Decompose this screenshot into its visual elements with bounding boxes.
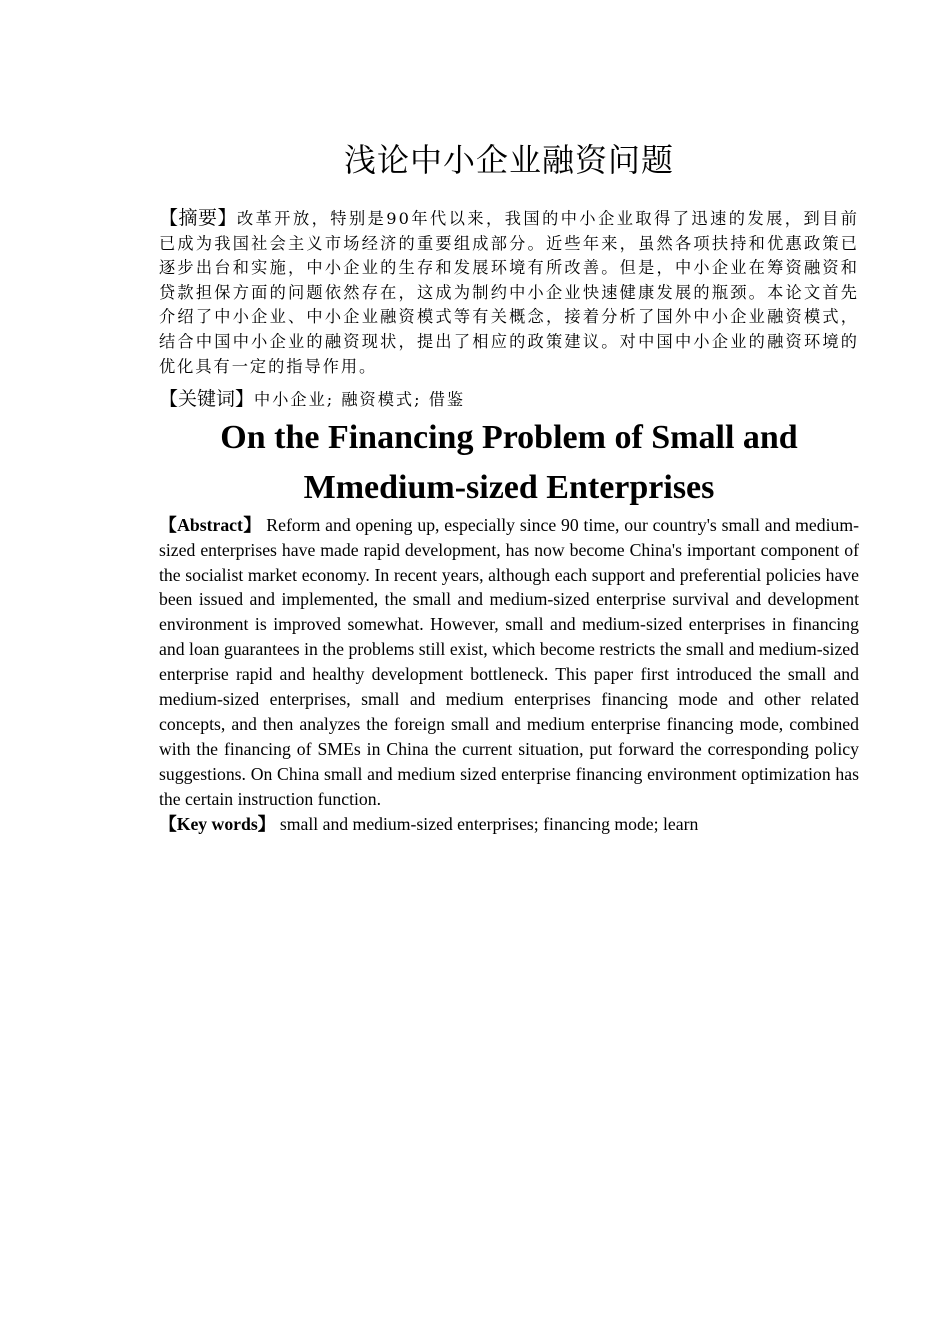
document-page xyxy=(159,138,859,837)
english-keywords-label: 【Key words】 xyxy=(159,813,276,834)
chinese-title: 浅论中小企业融资问题 xyxy=(343,141,674,179)
chinese-keywords-label: 【关键词】 xyxy=(159,388,255,411)
english-title-line-2: Mmedium-sized Enterprises xyxy=(303,468,715,506)
english-abstract-text: Reform and opening up, especially since 90 time, our country's small and medium-sized enterprises have made rapid development, has now become China's important component of the socialist market economy. In recent years, although each support and preferential policies have been issued and implemented, the small and medium-sized enterprise survival and development environment is improved somewhat. However, small and medium-sized enterprises in financing and loan guarantees in the problems still exist, which become restricts the small and medium-sized enterprise rapid and healthy development bottleneck. This paper first introduced the small and medium-sized enterprises, small and medium enterprises financing mode and other related concepts, and then analyzes the foreign small and medium enterprise financing mode, combined with the financing of SMEs in China the current situation, put forward the corresponding policy suggestions. On China small and medium sized enterprise financing environment optimization has the certain instruction function. xyxy=(159,514,859,809)
english-abstract-label: 【Abstract】 xyxy=(159,514,262,535)
english-title xyxy=(159,413,859,513)
chinese-abstract-label: 【摘要】 xyxy=(159,207,237,229)
english-keywords-text: small and medium-sized enterprises; financing mode; learn xyxy=(279,813,699,834)
chinese-keywords-text: 中小企业; 融资模式; 借鉴 xyxy=(254,390,466,410)
english-abstract xyxy=(159,513,859,812)
english-keywords xyxy=(159,812,859,837)
chinese-abstract xyxy=(159,206,859,379)
chinese-keywords xyxy=(159,387,859,413)
english-title-line-1: On the Financing Problem of Small and xyxy=(220,418,798,456)
chinese-abstract-text: 改革开放，特别是90年代以来，我国的中小企业取得了迅速的发展，到目前已成为我国社会主义市场经济的重要组成部分。近些年来，虽然各项扶持和优惠政策已逐步出台和实施，中小企业的生存和发展环境有所改善。但是，中小企业在筹资融资和贷款担保方面的问题依然存在，这成为制约中小企业快速健康发展的瓶颈。本论文首先介绍了中小企业、中小企业融资模式等有关概念，接着分析了国外中小企业融资模式，结合中国中小企业的融资现状，提出了相应的政策建议。对中国中小企业的融资环境的优化具有一定的指导作用。 xyxy=(159,209,859,376)
